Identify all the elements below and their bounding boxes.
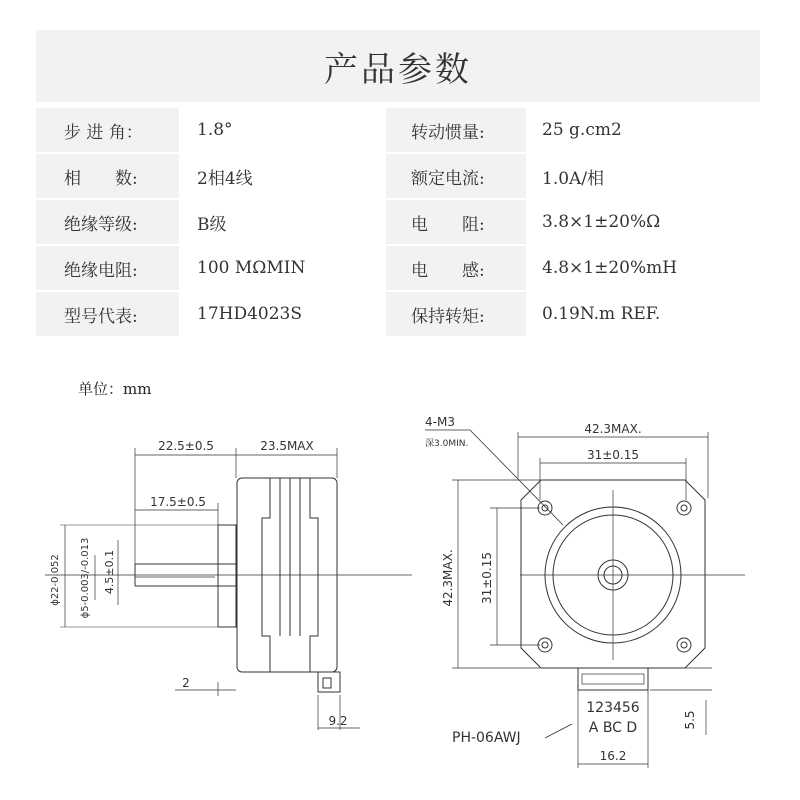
spec-label: 相 数: [36, 154, 179, 198]
spec-value: 2相4线 [179, 154, 386, 198]
hole-leader [470, 430, 563, 525]
spec-label: 绝缘等级: [36, 200, 179, 244]
mount-hole [538, 638, 552, 652]
spec-row [36, 108, 760, 152]
mount-hole [677, 638, 691, 652]
mount-hole-inner [681, 642, 687, 648]
dim-hole-pitch-v: 31±0.15 [480, 551, 494, 605]
connector-model: PH-06AWJ [452, 730, 521, 746]
spec-value: 1.8° [179, 108, 386, 152]
dim-shaft-dia: ϕ5-0.003/-0.013 [80, 537, 91, 619]
spec-value: 3.8×1±20%Ω [526, 200, 760, 244]
front-view [425, 415, 745, 768]
spec-row [36, 292, 760, 336]
motor-boss [218, 525, 236, 627]
pin-numbers: 123456 [586, 700, 640, 716]
front-connector-pins [582, 674, 644, 684]
spec-value: 0.19N.m REF. [526, 292, 760, 336]
dim-flat: 4.5±0.1 [103, 549, 116, 595]
dim-height: 42.3MAX. [441, 549, 455, 607]
dim-flat-length: 17.5±0.5 [150, 495, 206, 509]
spec-label: 步 进 角： [36, 108, 179, 152]
spec-value: 25 g.cm2 [526, 108, 760, 152]
spec-label: 保持转矩: [386, 292, 526, 336]
dim-conn-height: 5.5 [683, 710, 697, 730]
dim-boss-dia: ϕ22-0.052 [50, 554, 61, 606]
front-connector [578, 668, 648, 690]
spec-label: 绝缘电阻: [36, 246, 179, 290]
spec-label: 型号代表: [36, 292, 179, 336]
spec-table [36, 30, 760, 336]
dim-connector: 9.2 [328, 714, 348, 728]
unit-label: 单位：mm [78, 380, 152, 398]
spec-table-title: 产品参数 [36, 30, 760, 102]
dimension-drawing [0, 390, 800, 790]
spec-label: 电 感: [386, 246, 526, 290]
connector-pin [323, 678, 331, 688]
dim-boss-height: 2 [182, 676, 190, 690]
dim-hole-pitch: 31±0.15 [586, 448, 640, 462]
mount-hole [677, 501, 691, 515]
hole-depth-label: 深3.0MIN. [425, 439, 469, 449]
spec-value: 4.8×1±20%mH [526, 246, 760, 290]
mount-hole-inner [542, 642, 548, 648]
dim-conn-width: 16.2 [599, 749, 627, 763]
connector [318, 672, 340, 692]
dim-width: 42.3MAX. [584, 422, 642, 436]
spec-label: 电 阻: [386, 200, 526, 244]
spec-value: B级 [179, 200, 386, 244]
mount-hole-inner [681, 505, 687, 511]
spec-value: 1.0A/相 [526, 154, 760, 198]
holes-label: 4-M3 [425, 415, 455, 429]
pin-letters: A BC D [588, 720, 638, 736]
spec-row [36, 246, 760, 290]
spec-label: 转动惯量: [386, 108, 526, 152]
spec-row [36, 154, 760, 198]
side-view [45, 439, 412, 730]
spec-label: 额定电流: [386, 154, 526, 198]
spec-value: 17HD4023S [179, 292, 386, 336]
spec-value: 100 MΩMIN [179, 246, 386, 290]
dim-shaft-length: 22.5±0.5 [158, 439, 214, 453]
spec-row [36, 200, 760, 244]
mount-hole [538, 501, 552, 515]
dim-body-length: 23.5MAX [260, 439, 314, 453]
mount-hole-inner [542, 505, 548, 511]
